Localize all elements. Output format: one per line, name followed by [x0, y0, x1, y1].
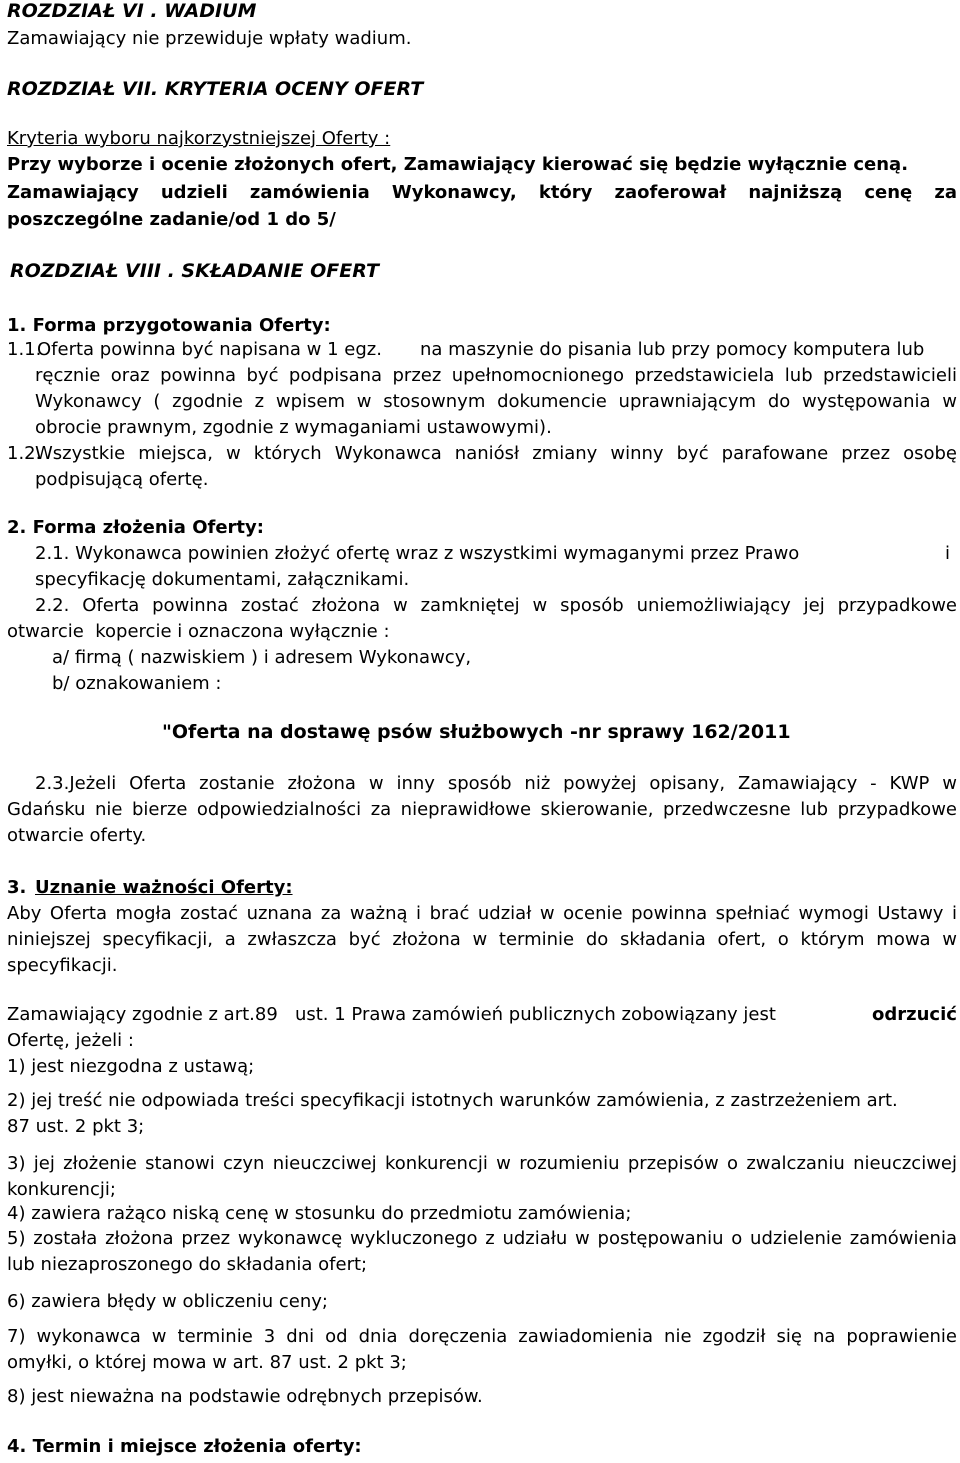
rejection-reason-7-line-1: 7) wykonawca w terminie 3 dni od dnia doręczenia zawiadomienia nie zgodził się na poprawienie: [7, 1326, 957, 1347]
item-1-1-line-2: ręcznie oraz powinna być podpisana przez upełnomocnionego przedstawiciela lub przedstawicieli: [35, 365, 957, 386]
rejection-intro-line-1: Zamawiający zgodnie z art.89 ust. 1 Prawa zamówień publicznych zobowiązany jest: [7, 1004, 776, 1025]
section-3-line-3: specyfikacji.: [7, 955, 118, 976]
item-2-1-line-1: 2.1. Wykonawca powinien złożyć ofertę wraz z wszystkimi wymaganymi przez Prawo: [35, 543, 800, 564]
rejection-reason-4: 4) zawiera rażąco niską cenę w stosunku do przedmiotu zamówienia;: [7, 1203, 632, 1224]
rejection-reason-8: 8) jest nieważna na podstawie odrębnych przepisów.: [7, 1386, 483, 1407]
item-2-3-line-2: Gdańsku nie bierze odpowiedzialności za nieprawidłowe skierowanie, przedwczesne lub przypadkowe: [7, 799, 957, 820]
section-3-title: Uznanie ważności Oferty:: [35, 877, 293, 898]
rejection-reason-5-line-1: 5) została złożona przez wykonawcę wykluczonego z udziału w postępowaniu o udzielenie zamówienia: [7, 1228, 957, 1249]
item-1-1-line-4: obrocie prawnym, zgodnie z wymaganiami ustawowymi).: [35, 417, 552, 438]
section-2-heading: 2. Forma złożenia Oferty:: [7, 517, 264, 538]
item-2-2-point-a: a/ firmą ( nazwiskiem ) i adresem Wykonawcy,: [52, 647, 472, 668]
rejection-reason-2-line-1: 2) jej treść nie odpowiada treści specyfikacji istotnych warunków zamówienia, z zastrzeżeniem art.: [7, 1090, 898, 1111]
section-3-line-2: niniejszej specyfikacji, a zwłaszcza być złożona w terminie do składania ofert, o którym mowa w: [7, 929, 957, 950]
offer-marking-text: "Oferta na dostawę psów służbowych -nr sprawy 162/2011: [162, 721, 791, 743]
chapter-6-text: Zamawiający nie przewiduje wpłaty wadium.: [7, 28, 412, 49]
rejection-reason-3-line-1: 3) jej złożenie stanowi czyn nieuczciwej konkurencji w rozumieniu przepisów o zwalczaniu nieuczciwej: [7, 1153, 957, 1174]
item-2-2-line-1: 2.2. Oferta powinna zostać złożona w zamkniętej w sposób uniemożliwiający jej przypadkowe: [35, 595, 957, 616]
item-1-2-line-2: podpisującą ofertę.: [35, 469, 209, 490]
rejection-reason-6: 6) zawiera błędy w obliczeniu ceny;: [7, 1291, 328, 1312]
item-1-1-line-3: Wykonawcy ( zgodnie z wpisem w stosownym dokumencie uprawniającym do występowania w: [35, 391, 957, 412]
section-1-heading: 1. Forma przygotowania Oferty:: [7, 315, 331, 336]
award-statement-line-2: poszczególne zadanie/od 1 do 5/: [7, 209, 336, 230]
rejection-intro-line-2: Ofertę, jeżeli :: [7, 1030, 134, 1051]
item-1-2-line-1: Wszystkie miejsca, w których Wykonawca naniósł zmiany winny być parafowane przez osobę: [35, 443, 957, 464]
rejection-reason-7-line-2: omyłki, o której mowa w art. 87 ust. 2 pkt 3;: [7, 1352, 407, 1373]
section-4-heading: 4. Termin i miejsce złożenia oferty:: [7, 1436, 362, 1457]
section-3-number: 3.: [7, 877, 27, 898]
criteria-label: Kryteria wyboru najkorzystniejszej Oferty :: [7, 128, 391, 149]
item-1-1-text-a: Oferta powinna być napisana w 1 egz.: [37, 339, 382, 360]
chapter-6-heading: ROZDZIAŁ VI . WADIUM: [7, 0, 257, 22]
item-1-1-text-b: na maszynie do pisania lub przy pomocy komputera lub: [420, 339, 925, 360]
rejection-reason-5-line-2: lub niezaproszonego do składania ofert;: [7, 1254, 368, 1275]
item-1-1-number: 1.1.: [7, 339, 42, 360]
rejection-reason-3-line-2: konkurencji;: [7, 1179, 116, 1200]
item-2-3-line-1: 2.3.Jeżeli Oferta zostanie złożona w inny sposób niż powyżej opisany, Zamawiający - KWP w: [35, 773, 957, 794]
section-3-line-1: Aby Oferta mogła zostać uznana za ważną i brać udział w ocenie powinna spełniać wymogi Ustawy i: [7, 903, 957, 924]
award-statement-line-1: Zamawiający udzieli zamówienia Wykonawcy, który zaoferował najniższą cenę za: [7, 182, 957, 203]
chapter-7-heading: ROZDZIAŁ VII. KRYTERIA OCENY OFERT: [7, 78, 424, 100]
rejection-reason-2-line-2: 87 ust. 2 pkt 3;: [7, 1116, 145, 1137]
item-2-2-line-2: otwarcie kopercie i oznaczona wyłącznie :: [7, 621, 390, 642]
item-2-1-line-1-end: i: [945, 543, 951, 564]
price-only-statement: Przy wyborze i ocenie złożonych ofert, Zamawiający kierować się będzie wyłącznie ceną.: [7, 154, 909, 175]
item-2-3-line-3: otwarcie oferty.: [7, 825, 147, 846]
item-2-2-point-b: b/ oznakowaniem :: [52, 673, 222, 694]
item-1-2-number: 1.2.: [7, 443, 42, 464]
rejection-reason-1: 1) jest niezgodna z ustawą;: [7, 1056, 255, 1077]
rejection-intro-emphasis: odrzucić: [872, 1004, 957, 1025]
chapter-8-heading: ROZDZIAŁ VIII . SKŁADANIE OFERT: [10, 260, 379, 282]
item-2-1-line-2: specyfikację dokumentami, załącznikami.: [35, 569, 410, 590]
